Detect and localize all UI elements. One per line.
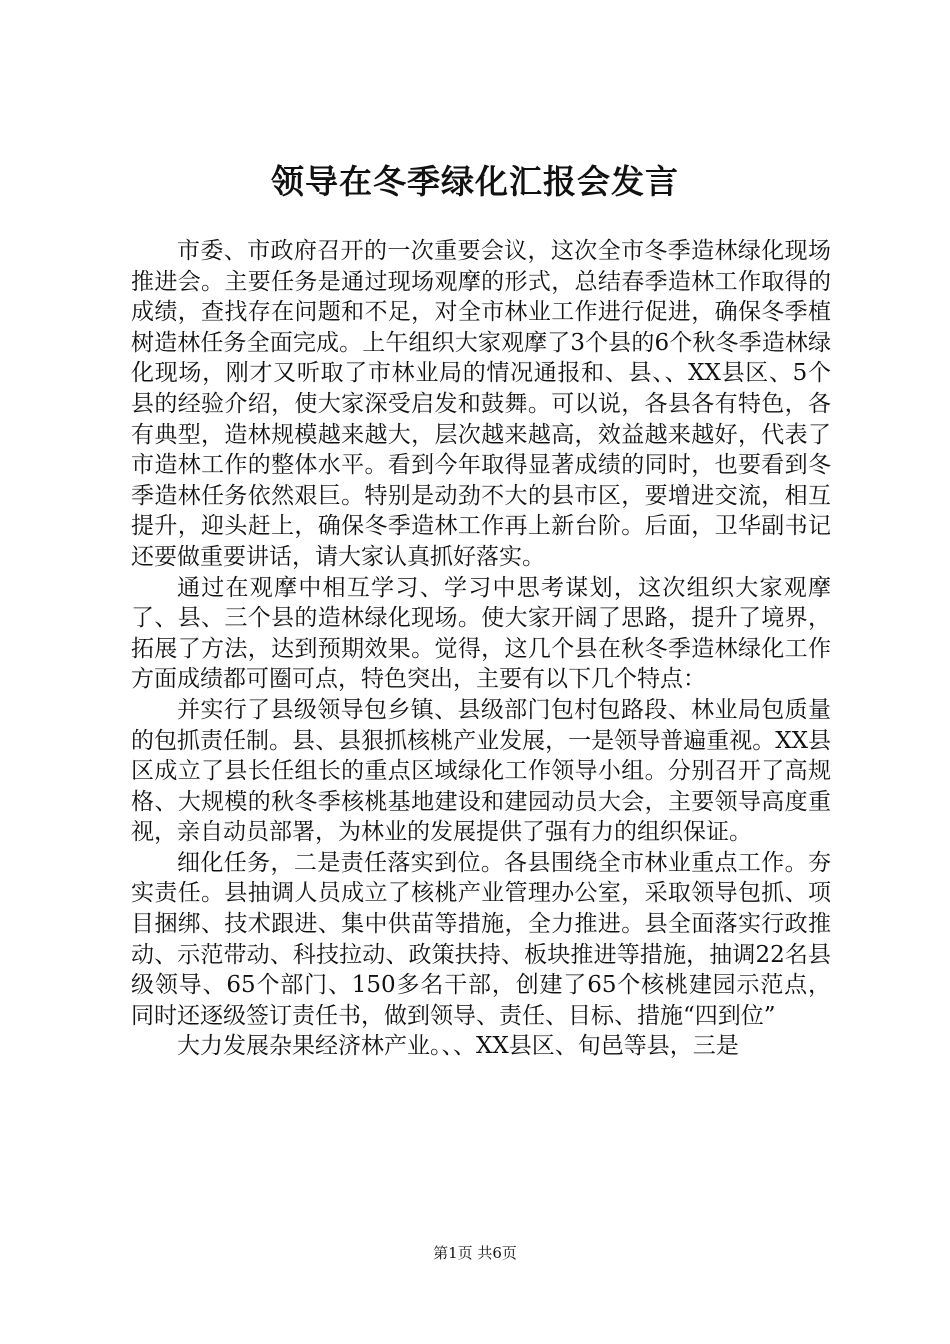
paragraph: 通过在观摩中相互学习、学习中思考谋划，这次组织大家观摩了、县、三个县的造林绿化现场。使大家开阔了思路，提升了境界，拓展了方法，达到预期效果。觉得，这几个县在秋冬季造林绿化工作方面成绩都可圈可点，特色突出，主要有以下几个特点： xyxy=(131,574,831,693)
paragraph: 市委、市政府召开的一次重要会议，这次全市冬季造林绿化现场推进会。主要任务是通过现场观摩的形式，总结春季造林工作取得的成绩，查找存在问题和不足，对全市林业工作进行促进，确保冬季植树造林任务全面完成。上午组织大家观摩了3个县的6个秋冬季造林绿化现场，刚才又听取了市林业局的情况通报和、县、、XX县区、5个县的经验介绍，使大家深受启发和鼓舞。可以说，各县各有特色，各有典型，造林规模越来越大，层次越来越高，效益越来越好，代表了市造林工作的整体水平。看到今年取得显著成绩的同时，也要看到冬季造林任务依然艰巨。特别是动劲不大的县市区，要增进交流，相互提升，迎头赶上，确保冬季造林工作再上新台阶。后面，卫华副书记还要做重要讲话，请大家认真抓好落实。 xyxy=(131,238,831,570)
paragraph: 细化任务，二是责任落实到位。各县围绕全市林业重点工作。夯实责任。县抽调人员成立了核桃产业管理办公室，采取领导包抓、项目捆绑、技术跟进、集中供苗等措施，全力推进。县全面落实行政推动、示范带动、科技拉动、政策扶持、板块推进等措施，抽调22名县级领导、65个部门、150多名干部，创建了65个核桃建园示范点，同时还逐级签订责任书，做到领导、责任、目标、措施“四到位” xyxy=(131,849,831,1029)
page-number-footer: 第1页 共6页 xyxy=(433,1244,517,1262)
paragraph: 大力发展杂果经济林产业。、、XX县区、旬邑等县，三是 xyxy=(177,1033,739,1060)
document-title: 领导在冬季绿化汇报会发言 xyxy=(271,162,679,201)
paragraph: 并实行了县级领导包乡镇、县级部门包村包路段、林业局包质量的包抓责任制。县、县狠抓核桃产业发展，一是领导普遍重视。XX县区成立了县长任组长的重点区域绿化工作领导小组。分别召开了高规格、大规模的秋冬季核桃基地建设和建园动员大会，主要领导高度重视，亲自动员部署，为林业的发展提供了强有力的组织保证。 xyxy=(131,696,831,846)
document-body xyxy=(131,236,831,1062)
